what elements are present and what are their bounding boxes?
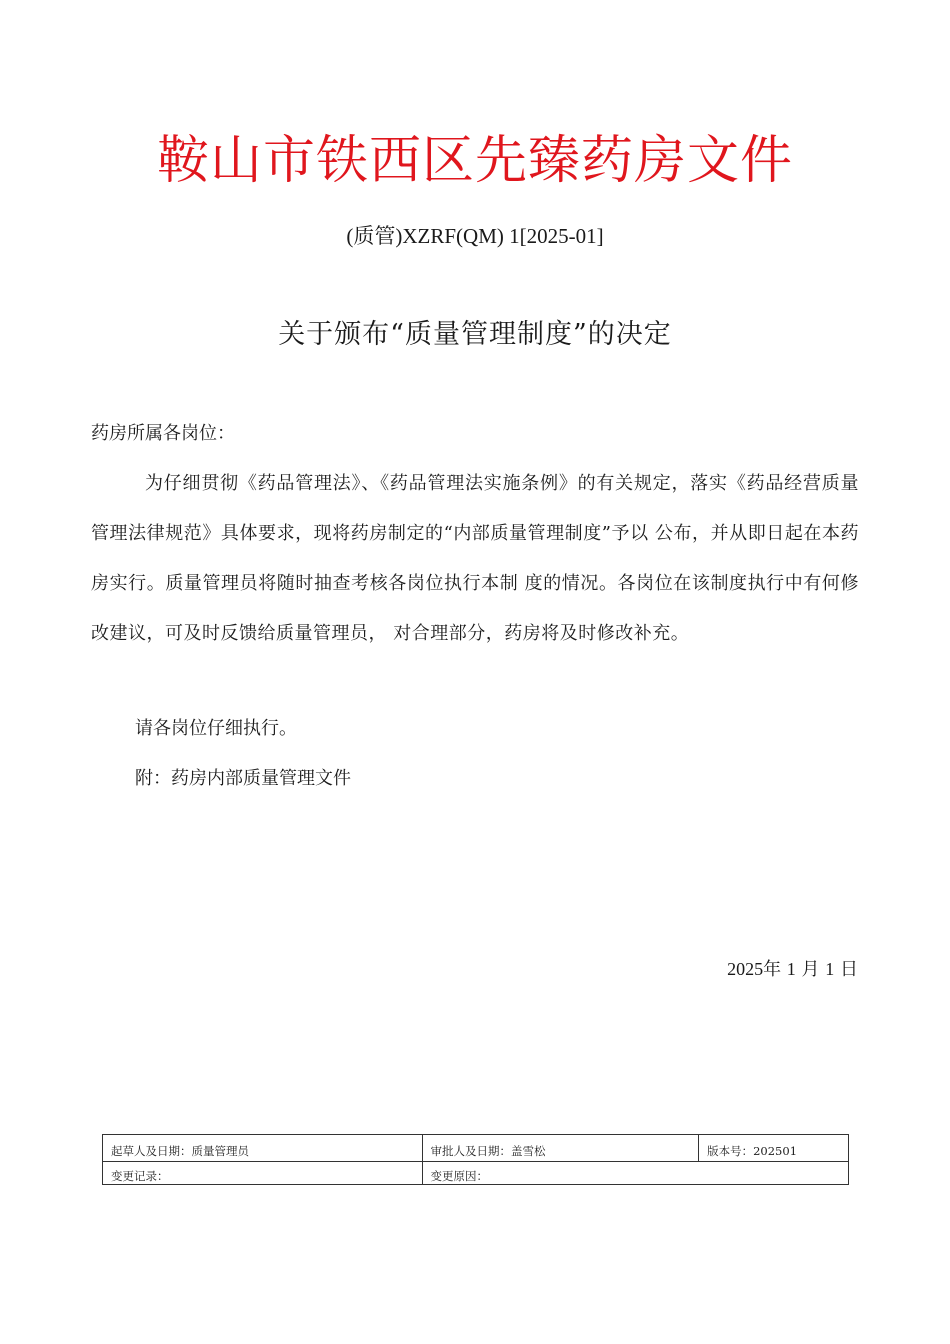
footer-control-table [102, 1134, 849, 1185]
doc-number: (质管)XZRF(QM) 1[2025-01] [346, 224, 604, 248]
date-day: 1 [825, 959, 835, 979]
attachment-line: 附：药房内部质量管理文件 [135, 768, 351, 789]
issue-date [727, 955, 858, 981]
body-paragraph: 为仔细贯彻《药品管理法》、《药品管理法实施条例》的有关规定，落实《药品经营质量管理法律规范》具体要求，现将药房制定的“内部质量管理制度”予以 公布，并从即日起在本药房实行。质量管理员将随时抽查考核各岗位执行本制 度的情况。各岗位在该制度执行中有何修改建议，可及时反馈给质量管理员， 对合理部分，药房将及时修改补充。 [91, 473, 859, 644]
change-record-cell: 变更记录： [103, 1162, 423, 1185]
date-month: 1 [786, 959, 796, 979]
footer-row-2 [103, 1162, 849, 1185]
org-title: 鞍山市铁西区先臻药房文件 [156, 131, 793, 191]
version-cell: 版本号：202501 [699, 1135, 849, 1162]
salutation: 药房所属各岗位： [91, 423, 235, 444]
doc-title: 关于颁布“质量管理制度”的决定 [278, 319, 672, 350]
date-day-char: 日 [840, 959, 858, 980]
date-month-char: 月 [801, 959, 820, 980]
change-reason-cell: 变更原因： [422, 1162, 848, 1185]
drafter-cell: 起草人及日期：质量管理员 [103, 1135, 423, 1162]
closing-line: 请各岗位仔细执行。 [135, 718, 297, 739]
approver-cell: 审批人及日期：盖雪松 [422, 1135, 699, 1162]
footer-row-1 [103, 1135, 849, 1162]
date-year-char: 年 [763, 959, 782, 980]
date-year: 2025 [727, 959, 764, 979]
